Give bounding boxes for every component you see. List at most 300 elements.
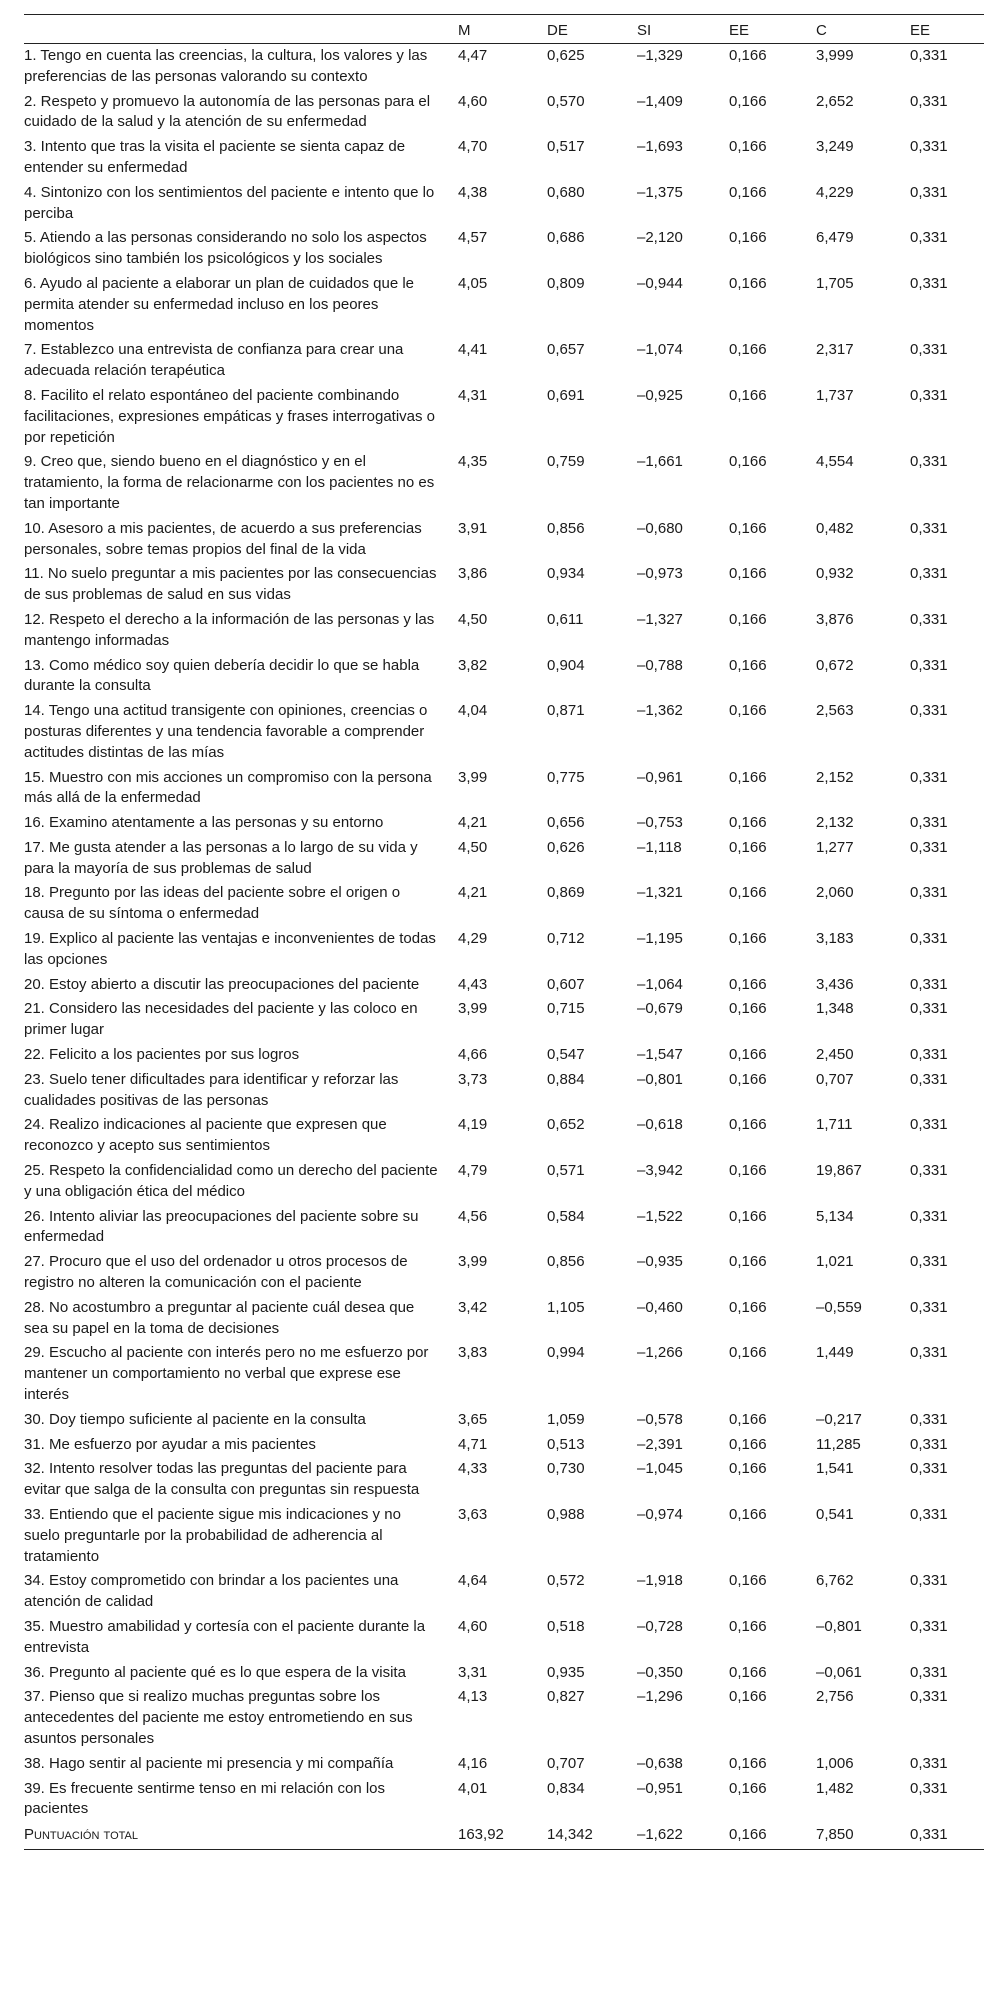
row-se-kurtosis: 0,331 [910,1116,948,1134]
row-item-text: 15. Muestro con mis acciones un compromiso con la persona más allá de la enfermedad [24,768,432,807]
row-kurtosis: 0,541 [816,1506,854,1523]
row-se-kurtosis: 0,331 [910,1207,948,1225]
row-mean: 4,60 [458,1617,488,1635]
row-kurtosis: 1,541 [816,1460,854,1478]
row-se-kurtosis: 0,331 [910,884,948,902]
row-sd: 0,513 [547,1435,585,1453]
row-se-kurtosis: 0,331 [910,1046,948,1064]
total-si: –1,622 [633,1822,725,1849]
table-row [24,766,984,812]
stats-table-container [24,14,984,1850]
header-si: SI [637,21,652,39]
row-skewness: –1,327 [637,610,683,628]
row-mean: 4,19 [458,1116,488,1134]
row-skewness: –1,409 [637,92,683,110]
table-row [24,1113,984,1159]
row-skewness: –1,074 [637,341,683,359]
row-skewness: –1,918 [637,1572,683,1590]
row-se-skewness: 0,166 [729,1253,767,1271]
row-skewness: –1,118 [637,838,682,856]
row-se-kurtosis: 0,331 [910,1253,948,1271]
row-mean: 4,16 [458,1754,488,1772]
row-sd: 0,871 [547,702,585,720]
row-kurtosis: 5,134 [816,1207,854,1225]
table-row [24,927,984,973]
row-mean: 4,21 [458,814,488,832]
row-se-skewness: 0,166 [729,656,767,674]
row-se-kurtosis: 0,331 [910,386,948,404]
row-item-text: 25. Respeto la confidencialidad como un derecho del paciente y una obligación ética del médico [24,1162,438,1200]
row-kurtosis: 1,006 [816,1754,854,1772]
row-mean: 4,33 [458,1460,488,1478]
row-se-kurtosis: 0,331 [910,565,948,583]
row-sd: 0,686 [547,229,585,247]
row-se-kurtosis: 0,331 [910,1688,948,1706]
row-se-skewness: 0,166 [729,884,767,902]
row-kurtosis: 3,436 [816,975,854,993]
row-mean: 3,86 [458,565,488,583]
row-mean: 3,65 [458,1410,488,1428]
row-mean: 4,57 [458,229,488,247]
table-row [24,1503,984,1569]
row-item-text: 14. Tengo una actitud transigente con opiniones, creencias o posturas diferentes y una tendencia favorable a comprender actitudes distintas de las mías [24,702,428,761]
row-item-text: 8. Facilito el relato espontáneo del paciente combinando facilitaciones, expresiones empáticas y frases interrogativas o por repetición [24,386,436,446]
row-sd: 0,572 [547,1572,585,1590]
table-row [24,1433,984,1458]
row-item-text: 7. Establezco una entrevista de confianza para crear una adecuada relación terapéutica [24,341,404,380]
total-c: 7,850 [812,1822,906,1849]
row-sd: 0,715 [547,1000,585,1018]
row-sd: 0,611 [547,610,584,628]
row-kurtosis: 2,652 [816,92,854,110]
table-row [24,44,984,90]
row-mean: 4,47 [458,47,488,64]
row-sd: 0,626 [547,838,585,856]
table-row [24,881,984,927]
row-item-text: 31. Me esfuerzo por ayudar a mis pacientes [24,1435,316,1453]
row-skewness: –0,925 [637,386,683,404]
row-se-skewness: 0,166 [729,1298,767,1316]
row-item-text: 36. Pregunto al paciente qué es lo que espera de la visita [24,1663,406,1681]
row-kurtosis: 1,482 [816,1779,854,1797]
row-kurtosis: 0,672 [816,656,854,674]
row-se-kurtosis: 0,331 [910,274,948,292]
row-se-kurtosis: 0,331 [910,702,948,720]
row-mean: 4,60 [458,92,488,110]
table-row [24,1685,984,1751]
table-row [24,135,984,181]
row-mean: 4,79 [458,1162,488,1180]
table-row [24,1205,984,1251]
header-c: C [816,21,827,39]
row-se-skewness: 0,166 [729,838,767,856]
row-item-text: 29. Escucho al paciente con interés pero no me esfuerzo por mantener un comportamiento no verbal que exprese ese interés [24,1344,429,1404]
row-mean: 3,91 [458,519,488,537]
row-kurtosis: 3,999 [816,47,854,64]
row-skewness: –2,120 [637,229,683,247]
row-item-text: 23. Suelo tener dificultades para identificar y reforzar las cualidades positivas de las personas [24,1070,399,1109]
row-mean: 4,01 [458,1779,488,1797]
row-mean: 3,83 [458,1344,488,1362]
row-se-skewness: 0,166 [729,1344,767,1362]
row-item-text: 5. Atiendo a las personas considerando no solo los aspectos biológicos sino también los psicológicos y los sociales [24,229,427,268]
row-sd: 0,994 [547,1344,585,1362]
row-mean: 3,63 [458,1506,488,1523]
table-row [24,1615,984,1661]
row-se-kurtosis: 0,331 [910,519,948,537]
row-item-text: 11. No suelo preguntar a mis pacientes por las consecuencias de sus problemas de salud en sus vidas [24,565,437,604]
row-sd: 0,517 [547,138,585,156]
row-sd: 0,934 [547,565,585,583]
row-kurtosis: 1,348 [816,1000,854,1018]
row-item-text: 37. Pienso que si realizo muchas preguntas sobre los antecedentes del paciente me estoy entrometiendo en sus asuntos personales [24,1688,413,1747]
row-se-kurtosis: 0,331 [910,814,948,832]
row-item-text: 18. Pregunto por las ideas del paciente sobre el origen o causa de su síntoma o enfermedad [24,884,401,923]
row-kurtosis: 1,711 [816,1116,853,1134]
row-kurtosis: 2,450 [816,1046,854,1064]
row-se-kurtosis: 0,331 [910,183,948,201]
row-kurtosis: 0,707 [816,1070,854,1088]
total-ee: 0,166 [725,1822,812,1849]
row-item-text: 35. Muestro amabilidad y cortesía con el paciente durante la entrevista [24,1617,426,1656]
row-item-text: 17. Me gusta atender a las personas a lo largo de su vida y para la mayoría de sus problemas de salud [24,838,418,877]
row-kurtosis: 4,554 [816,453,854,471]
row-mean: 4,29 [458,930,488,948]
row-kurtosis: 4,229 [816,183,854,201]
row-kurtosis: 2,152 [816,768,854,786]
table-row [24,973,984,998]
row-se-skewness: 0,166 [729,47,767,64]
table-row [24,1068,984,1114]
row-se-skewness: 0,166 [729,1162,767,1180]
row-se-kurtosis: 0,331 [910,138,948,156]
row-skewness: –0,973 [637,565,683,583]
row-kurtosis: 2,563 [816,702,854,720]
row-se-skewness: 0,166 [729,183,767,201]
table-row [24,450,984,516]
row-skewness: –1,661 [637,453,683,471]
row-mean: 4,21 [458,884,488,902]
row-se-skewness: 0,166 [729,768,767,786]
row-se-kurtosis: 0,331 [910,975,948,993]
row-item-text: 10. Asesoro a mis pacientes, de acuerdo a sus preferencias personales, sobre temas propios del final de la vida [24,519,422,558]
row-mean: 4,43 [458,975,488,993]
row-kurtosis: 1,449 [816,1344,854,1362]
row-skewness: –0,801 [637,1070,683,1088]
table-row [24,181,984,227]
row-kurtosis: 3,249 [816,138,854,156]
row-se-skewness: 0,166 [729,1506,767,1523]
row-mean: 4,41 [458,341,488,359]
row-mean: 3,42 [458,1298,488,1316]
table-row [24,836,984,882]
row-sd: 0,988 [547,1506,585,1523]
row-se-skewness: 0,166 [729,1460,767,1478]
table-row [24,997,984,1043]
row-skewness: –1,329 [637,47,683,64]
table-row [24,1159,984,1205]
table-row [24,1043,984,1068]
row-se-skewness: 0,166 [729,1070,767,1088]
row-item-text: 12. Respeto el derecho a la información de las personas y las mantengo informadas [24,610,435,649]
row-sd: 0,935 [547,1663,585,1681]
table-row [24,517,984,563]
row-sd: 0,869 [547,884,585,902]
row-se-skewness: 0,166 [729,92,767,110]
row-mean: 3,99 [458,768,488,786]
row-item-text: 24. Realizo indicaciones al paciente que expresen que reconozco y acepto sus sentimientos [24,1116,387,1155]
row-item-text: 28. No acostumbro a preguntar al paciente cuál desea que sea su papel en la toma de decisiones [24,1298,415,1337]
row-item-text: 2. Respeto y promuevo la autonomía de las personas para el cuidado de la salud y la atención de su enfermedad [24,92,431,131]
row-se-kurtosis: 0,331 [910,47,948,64]
row-sd: 0,518 [547,1617,585,1635]
row-sd: 0,571 [547,1162,585,1180]
row-mean: 4,50 [458,838,488,856]
row-se-skewness: 0,166 [729,610,767,628]
row-sd: 0,680 [547,183,585,201]
row-sd: 0,775 [547,768,585,786]
header-ee: EE [729,21,750,39]
row-mean: 4,66 [458,1046,488,1064]
row-kurtosis: 19,867 [816,1162,862,1180]
table-row [24,1457,984,1503]
row-skewness: –0,935 [637,1253,683,1271]
row-se-kurtosis: 0,331 [910,1435,948,1453]
row-se-skewness: 0,166 [729,1663,767,1681]
row-sd: 0,759 [547,453,585,471]
row-se-kurtosis: 0,331 [910,1617,948,1635]
row-se-skewness: 0,166 [729,1779,767,1797]
row-mean: 4,31 [458,386,488,404]
row-sd: 0,625 [547,47,585,64]
row-item-text: 27. Procuro que el uso del ordenador u otros procesos de registro no alteren la comunicación con el paciente [24,1253,408,1292]
row-sd: 0,657 [547,341,585,359]
row-kurtosis: 3,876 [816,610,854,628]
row-sd: 1,059 [547,1410,585,1428]
row-se-skewness: 0,166 [729,274,767,292]
row-se-kurtosis: 0,331 [910,1779,948,1797]
row-kurtosis: 3,183 [816,930,854,948]
row-mean: 3,73 [458,1070,488,1088]
row-item-text: 22. Felicito a los pacientes por sus logros [24,1046,300,1064]
table-row [24,1569,984,1615]
row-skewness: –2,391 [637,1435,683,1453]
row-se-kurtosis: 0,331 [910,229,948,247]
row-skewness: –1,266 [637,1344,683,1362]
row-skewness: –0,974 [637,1506,683,1523]
row-se-skewness: 0,166 [729,1754,767,1772]
row-skewness: –1,375 [637,183,683,201]
row-se-kurtosis: 0,331 [910,1663,948,1681]
total-ee-kurtosis: 0,331 [906,1822,984,1849]
row-se-skewness: 0,166 [729,229,767,247]
row-se-kurtosis: 0,331 [910,1572,948,1590]
row-item-text: 13. Como médico soy quien debería decidir lo que se habla durante la consulta [24,656,420,695]
row-se-kurtosis: 0,331 [910,1070,948,1088]
row-mean: 4,64 [458,1572,488,1590]
row-se-kurtosis: 0,331 [910,1754,948,1772]
row-kurtosis: 1,705 [816,274,854,292]
row-se-skewness: 0,166 [729,975,767,993]
header-de: DE [547,21,568,39]
row-item-text: 33. Entiendo que el paciente sigue mis indicaciones y no suelo preguntarle por la probabilidad de adherencia al tratamiento [24,1506,401,1565]
table-row [24,272,984,338]
row-sd: 0,809 [547,274,585,292]
row-se-skewness: 0,166 [729,565,767,583]
row-item-text: 34. Estoy comprometido con brindar a los pacientes una atención de calidad [24,1572,399,1611]
row-se-kurtosis: 0,331 [910,1460,948,1478]
header-ee-kurtosis: EE [910,21,931,39]
row-se-skewness: 0,166 [729,386,767,404]
row-mean: 4,13 [458,1688,488,1706]
row-kurtosis: –0,801 [816,1617,862,1635]
row-item-text: 30. Doy tiempo suficiente al paciente en la consulta [24,1410,366,1428]
row-mean: 4,71 [458,1435,488,1453]
row-item-text: 26. Intento aliviar las preocupaciones del paciente sobre su enfermedad [24,1207,419,1246]
row-se-kurtosis: 0,331 [910,453,948,471]
row-skewness: –0,618 [637,1116,683,1134]
row-kurtosis: –0,559 [816,1298,862,1316]
row-kurtosis: 1,737 [816,386,854,404]
row-kurtosis: 0,482 [816,519,854,537]
row-kurtosis: 6,479 [816,229,854,247]
header-row [24,15,984,44]
table-row [24,338,984,384]
row-sd: 0,712 [547,930,585,948]
row-skewness: –0,680 [637,519,683,537]
row-sd: 0,656 [547,814,585,832]
row-se-skewness: 0,166 [729,1410,767,1428]
row-se-kurtosis: 0,331 [910,1410,948,1428]
table-row [24,1341,984,1407]
row-se-skewness: 0,166 [729,341,767,359]
row-sd: 0,547 [547,1046,585,1064]
table-row [24,1296,984,1342]
row-se-kurtosis: 0,331 [910,1298,948,1316]
row-mean: 4,35 [458,453,488,471]
row-sd: 0,884 [547,1070,585,1088]
total-row [24,1822,984,1849]
row-sd: 0,584 [547,1207,585,1225]
row-mean: 3,31 [458,1663,488,1681]
row-item-text: 4. Sintonizo con los sentimientos del paciente e intento que lo perciba [24,183,435,222]
row-sd: 0,570 [547,92,585,110]
row-kurtosis: –0,217 [816,1410,862,1428]
row-skewness: –0,753 [637,814,683,832]
row-se-skewness: 0,166 [729,1116,767,1134]
table-row [24,654,984,700]
row-sd: 0,834 [547,1779,585,1797]
row-skewness: –3,942 [637,1162,683,1180]
row-skewness: –0,578 [637,1410,683,1428]
table-row [24,90,984,136]
row-mean: 4,70 [458,138,488,156]
row-se-skewness: 0,166 [729,1000,767,1018]
table-row [24,384,984,450]
table-row [24,1250,984,1296]
row-mean: 4,50 [458,610,488,628]
row-sd: 1,105 [547,1298,585,1316]
row-se-skewness: 0,166 [729,814,767,832]
total-m: 163,92 [454,1822,543,1849]
row-sd: 0,707 [547,1754,585,1772]
table-row [24,608,984,654]
row-kurtosis: 11,285 [816,1435,861,1453]
row-skewness: –1,045 [637,1460,683,1478]
row-se-kurtosis: 0,331 [910,1162,948,1180]
row-se-skewness: 0,166 [729,1435,767,1453]
row-item-text: 19. Explico al paciente las ventajas e inconvenientes de todas las opciones [24,930,436,968]
row-mean: 3,82 [458,656,488,674]
row-se-skewness: 0,166 [729,1207,767,1225]
row-sd: 0,856 [547,1253,585,1271]
row-se-skewness: 0,166 [729,702,767,720]
row-skewness: –1,693 [637,138,683,156]
row-item-text: 20. Estoy abierto a discutir las preocupaciones del paciente [24,975,420,993]
row-sd: 0,730 [547,1460,585,1478]
row-mean: 4,56 [458,1207,488,1225]
row-item-text: 16. Examino atentamente a las personas y su entorno [24,814,384,832]
row-skewness: –0,460 [637,1298,683,1316]
row-kurtosis: 2,317 [816,341,854,359]
row-skewness: –1,321 [637,884,683,902]
row-se-skewness: 0,166 [729,1572,767,1590]
total-label: Puntuación total [24,1822,454,1849]
row-item-text: 32. Intento resolver todas las preguntas del paciente para evitar que salga de la consulta con preguntas sin respuesta [24,1460,420,1499]
row-skewness: –1,522 [637,1207,683,1225]
row-se-kurtosis: 0,331 [910,341,948,359]
row-item-text: 3. Intento que tras la visita el paciente se sienta capaz de entender su enfermedad [24,138,406,176]
row-se-kurtosis: 0,331 [910,1000,948,1018]
row-item-text: 39. Es frecuente sentirme tenso en mi relación con los pacientes [24,1779,386,1818]
row-se-kurtosis: 0,331 [910,656,948,674]
row-se-kurtosis: 0,331 [910,610,948,628]
row-skewness: –0,728 [637,1617,683,1635]
row-se-kurtosis: 0,331 [910,930,948,948]
row-skewness: –1,296 [637,1688,683,1706]
row-item-text: 21. Considero las necesidades del paciente y las coloco en primer lugar [24,1000,418,1039]
row-mean: 4,04 [458,702,488,720]
row-sd: 0,607 [547,975,585,993]
row-sd: 0,827 [547,1688,585,1706]
row-kurtosis: 1,021 [816,1253,854,1271]
row-kurtosis: –0,061 [816,1663,862,1681]
table-row [24,1661,984,1686]
row-skewness: –1,547 [637,1046,683,1064]
row-se-kurtosis: 0,331 [910,92,948,110]
row-se-kurtosis: 0,331 [910,1344,948,1362]
row-se-skewness: 0,166 [729,930,767,948]
row-kurtosis: 2,132 [816,814,854,832]
row-item-text: 6. Ayudo al paciente a elaborar un plan de cuidados que le permita atender su enfermedad incluso en los peores momentos [24,274,415,334]
row-skewness: –1,064 [637,975,683,993]
row-skewness: –1,195 [637,930,683,948]
row-sd: 0,856 [547,519,585,537]
row-item-text: 1. Tengo en cuenta las creencias, la cultura, los valores y las preferencias de las personas valorando su contexto [24,47,428,85]
row-item-text: 38. Hago sentir al paciente mi presencia y mi compañía [24,1754,394,1772]
row-skewness: –1,362 [637,702,683,720]
row-sd: 0,904 [547,656,585,674]
row-kurtosis: 2,756 [816,1688,854,1706]
table-row [24,1408,984,1433]
row-se-kurtosis: 0,331 [910,768,948,786]
row-se-kurtosis: 0,331 [910,838,948,856]
row-item-text: 9. Creo que, siendo bueno en el diagnóstico y en el tratamiento, la forma de relacionarme con los pacientes no es tan importante [24,453,435,512]
total-de: 14,342 [543,1822,633,1849]
row-kurtosis: 0,932 [816,565,854,583]
table-row [24,1752,984,1777]
table-row [24,226,984,272]
